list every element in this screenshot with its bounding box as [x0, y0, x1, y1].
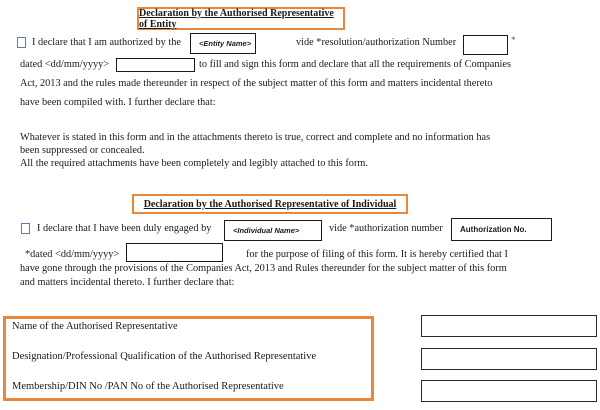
individual-line3: have gone through the provisions of the Companies Act, 2013 and Rules thereunder for the subject matter of this form [20, 263, 507, 274]
individual-line2-suffix: for the purpose of filing of this form. It is hereby certified that I [246, 249, 508, 260]
individual-date-input[interactable] [126, 243, 223, 262]
entity-line1-mid: vide *resolution/authorization Number [296, 37, 457, 48]
entity-line2-prefix: dated <dd/mm/yyyy> [20, 59, 110, 70]
entity-line3: Act, 2013 and the rules made thereunder in respect of the subject matter of this form and matters incidental thereto [20, 78, 493, 89]
representative-membership-label: Membership/DIN No /PAN No of the Authorised Representative [12, 381, 284, 392]
individual-line1-prefix: I declare that I have been duly engaged by [37, 223, 212, 234]
entity-name-input[interactable]: <Entity Name> [190, 33, 256, 54]
entity-declaration-title: Declaration by the Authorised Representative of Entity [139, 7, 334, 30]
individual-name-input[interactable]: <Individual Name> [224, 220, 322, 241]
representative-membership-input[interactable] [421, 380, 597, 402]
individual-line2-prefix: *dated <dd/mm/yyyy> [25, 249, 120, 260]
entity-date-input[interactable] [116, 58, 195, 72]
entity-declaration-checkbox[interactable] [17, 37, 26, 48]
individual-line1-mid: vide *authorization number [329, 223, 443, 234]
statement-attachments: All the required attachments have been completely and legibly attached to this form. [20, 158, 368, 169]
individual-declaration-checkbox[interactable] [21, 223, 30, 234]
required-asterisk: * [511, 35, 516, 45]
representative-name-input[interactable] [421, 315, 597, 337]
representative-labels-box [3, 316, 374, 401]
resolution-number-input[interactable] [463, 35, 508, 55]
entity-declaration-title-box [137, 7, 345, 30]
statement-true-correct-line1: Whatever is stated in this form and in the attachments thereto is true, correct and complete and no information has [20, 132, 491, 143]
individual-declaration-title-box [132, 194, 408, 214]
entity-line2-suffix: to fill and sign this form and declare that all the requirements of Companies [199, 59, 511, 70]
representative-name-label: Name of the Authorised Representative [12, 321, 178, 332]
entity-line1-prefix: I declare that I am authorized by the [32, 37, 181, 48]
authorization-number-input[interactable]: Authorization No. [451, 218, 552, 241]
representative-designation-input[interactable] [421, 348, 597, 370]
entity-line4: have been compiled with. I further declare that: [20, 97, 216, 108]
representative-designation-label: Designation/Professional Qualification of the Authorised Representative [12, 351, 317, 362]
individual-declaration-title: Declaration by the Authorised Representative of Individual [143, 198, 397, 210]
individual-line4: and matters incidental thereto. I further declare that: [20, 277, 235, 288]
statement-true-correct-line2: been suppressed or concealed. [20, 145, 145, 156]
